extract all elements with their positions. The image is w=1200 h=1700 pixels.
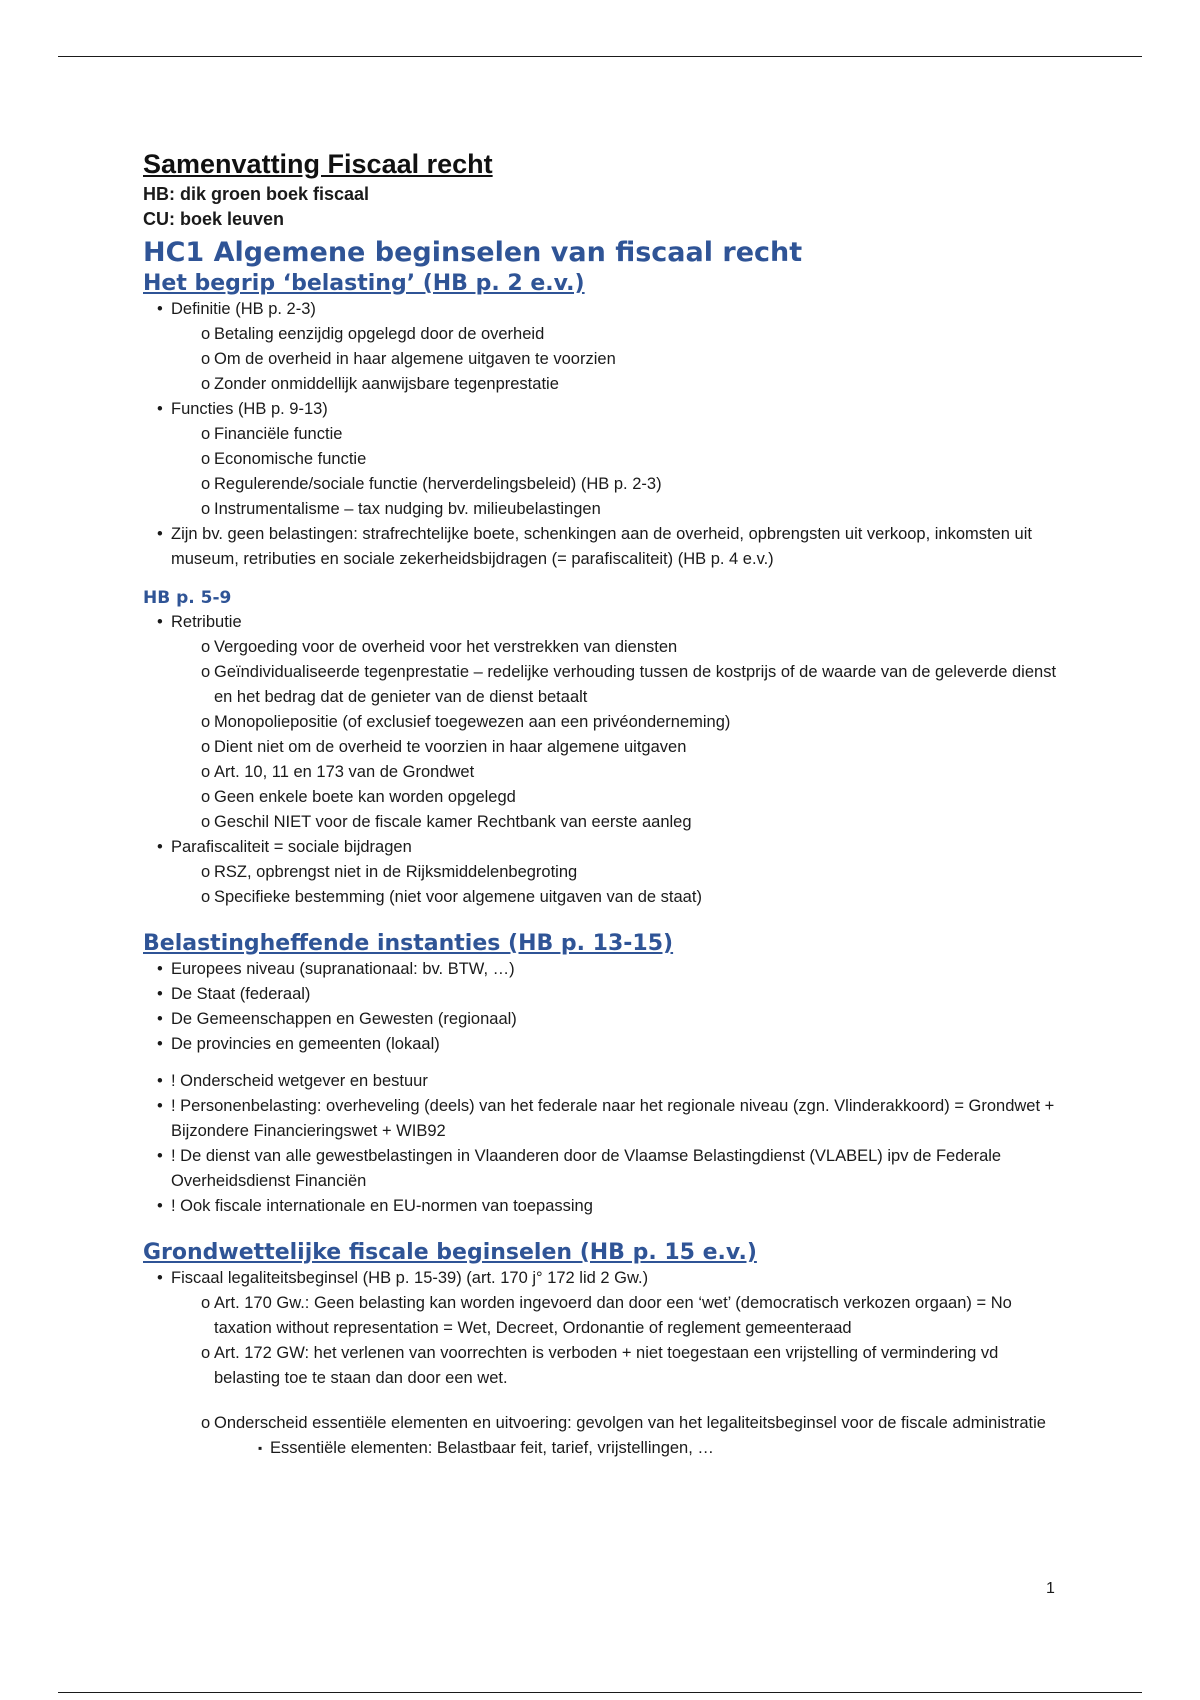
bullet-list	[143, 610, 1063, 910]
list-item: o Geïndividualiseerde tegenprestatie – redelijke verhouding tussen de kostprijs of de waarde van de geleverde dienst en het bedrag dat de genieter van de dienst betaalt	[143, 660, 1063, 710]
spacer	[143, 1057, 1063, 1069]
list-item: o Vergoeding voor de overheid voor het verstrekken van diensten	[143, 635, 1063, 660]
list-item: • ! Ook fiscale internationale en EU-normen van toepassing	[143, 1194, 1063, 1219]
section-heading: Grondwettelijke fiscale beginselen (HB p. 15 e.v.)	[143, 1240, 757, 1265]
list-item: o Financiële functie	[143, 422, 1063, 447]
list-item	[143, 397, 1063, 522]
list-item: o Geschil NIET voor de fiscale kamer Rechtbank van eerste aanleg	[143, 810, 1063, 835]
sub-list	[171, 322, 1063, 397]
list-item-text: Onderscheid essentiële elementen en uitvoering: gevolgen van het legaliteitsbeginsel voor de fiscale administratie	[214, 1414, 1046, 1432]
list-item: o Instrumentalisme – tax nudging bv. milieubelastingen	[143, 497, 1063, 522]
list-item: o Betaling eenzijdig opgelegd door de overheid	[143, 322, 1063, 347]
meta-line: CU: boek leuven	[143, 209, 285, 229]
sub-list	[171, 422, 1063, 522]
list-item: ▪ Essentiële elementen: Belastbaar feit, tarief, vrijstellingen, …	[143, 1436, 1063, 1461]
chapter-title: HC1 Algemene beginselen van fiscaal recht	[143, 237, 803, 268]
list-item	[143, 297, 1063, 397]
list-item	[143, 1266, 1063, 1461]
subsection-heading: HB p. 5-9	[143, 588, 232, 608]
list-item: o Geen enkele boete kan worden opgelegd	[143, 785, 1063, 810]
sub-list	[171, 1291, 1063, 1436]
list-item: • ! Personenbelasting: overheveling (deels) van het federale naar het regionale niveau (zgn. Vlinderakkoord) = Grondwet + Bijzondere Financieringswet + WIB92	[143, 1094, 1063, 1144]
list-item: o RSZ, opbrengst niet in de Rijksmiddelenbegroting	[143, 860, 1063, 885]
list-item: • Zijn bv. geen belastingen: strafrechtelijke boete, schenkingen aan de overheid, opbrengsten uit verkoop, inkomsten uit museum, retributies en sociale zekerheidsbijdragen (= parafiscaliteit) (HB p. 4 e.v.)	[143, 522, 1063, 572]
note-list	[143, 1069, 1063, 1219]
list-item-text: Fiscaal legaliteitsbeginsel (HB p. 15-39) (art. 170 j° 172 lid 2 Gw.)	[171, 1269, 649, 1287]
list-item-text: Definitie (HB p. 2-3)	[171, 300, 316, 318]
bullet-list	[143, 957, 1063, 1057]
list-item: o Specifieke bestemming (niet voor algemene uitgaven van de staat)	[143, 885, 1063, 910]
list-item-text: Functies (HB p. 9-13)	[171, 400, 328, 418]
list-item: o Monopoliepositie (of exclusief toegewezen aan een privéonderneming)	[143, 710, 1063, 735]
sub-list	[171, 635, 1063, 835]
list-item: • Europees niveau (supranationaal: bv. BTW, …)	[143, 957, 1063, 982]
list-item: o Art. 172 GW: het verlenen van voorrechten is verboden + niet toegestaan een vrijstelling of vermindering vd belasting toe te staan dan door een wet.	[143, 1341, 1063, 1391]
list-item-text: Parafiscaliteit = sociale bijdragen	[171, 838, 412, 856]
list-item: o Economische functie	[143, 447, 1063, 472]
section-heading: Het begrip ‘belasting’ (HB p. 2 e.v.)	[143, 271, 585, 296]
list-item: • De Staat (federaal)	[143, 982, 1063, 1007]
section-heading: Belastingheffende instanties (HB p. 13-15)	[143, 931, 674, 956]
spacer	[143, 1219, 1063, 1239]
list-item: o Zonder onmiddellijk aanwijsbare tegenprestatie	[143, 372, 1063, 397]
sub-sub-list	[171, 1436, 1063, 1461]
footer-rule	[58, 1692, 1142, 1693]
document-page	[143, 146, 1063, 1461]
list-item: o Regulerende/sociale functie (herverdelingsbeleid) (HB p. 2-3)	[143, 472, 1063, 497]
list-item	[143, 1411, 1063, 1436]
list-item-text: Retributie	[171, 613, 242, 631]
header-rule	[58, 56, 1142, 57]
list-item: • De Gemeenschappen en Gewesten (regionaal)	[143, 1007, 1063, 1032]
list-item: o Art. 170 Gw.: Geen belasting kan worden ingevoerd dan door een ‘wet’ (democratisch verkozen orgaan) = No taxation without representation = Wet, Decreet, Ordonantie of reglement gemeenteraad	[143, 1291, 1063, 1341]
list-item	[143, 835, 1063, 910]
list-item: • De provincies en gemeenten (lokaal)	[143, 1032, 1063, 1057]
sub-list	[171, 860, 1063, 910]
spacer	[143, 910, 1063, 930]
list-item: o Dient niet om de overheid te voorzien in haar algemene uitgaven	[143, 735, 1063, 760]
document-title: Samenvatting Fiscaal recht	[143, 149, 493, 179]
list-item: • ! Onderscheid wetgever en bestuur	[143, 1069, 1063, 1094]
list-item: o Om de overheid in haar algemene uitgaven te voorzien	[143, 347, 1063, 372]
bullet-list	[143, 297, 1063, 572]
list-item: • ! De dienst van alle gewestbelastingen in Vlaanderen door de Vlaamse Belastingdienst (VLABEL) ipv de Federale Overheidsdienst Financiën	[143, 1144, 1063, 1194]
meta-line: HB: dik groen boek fiscaal	[143, 184, 370, 204]
page-number: 1	[1046, 1580, 1055, 1597]
bullet-list	[143, 1266, 1063, 1461]
list-item	[143, 610, 1063, 835]
list-item: o Art. 10, 11 en 173 van de Grondwet	[143, 760, 1063, 785]
